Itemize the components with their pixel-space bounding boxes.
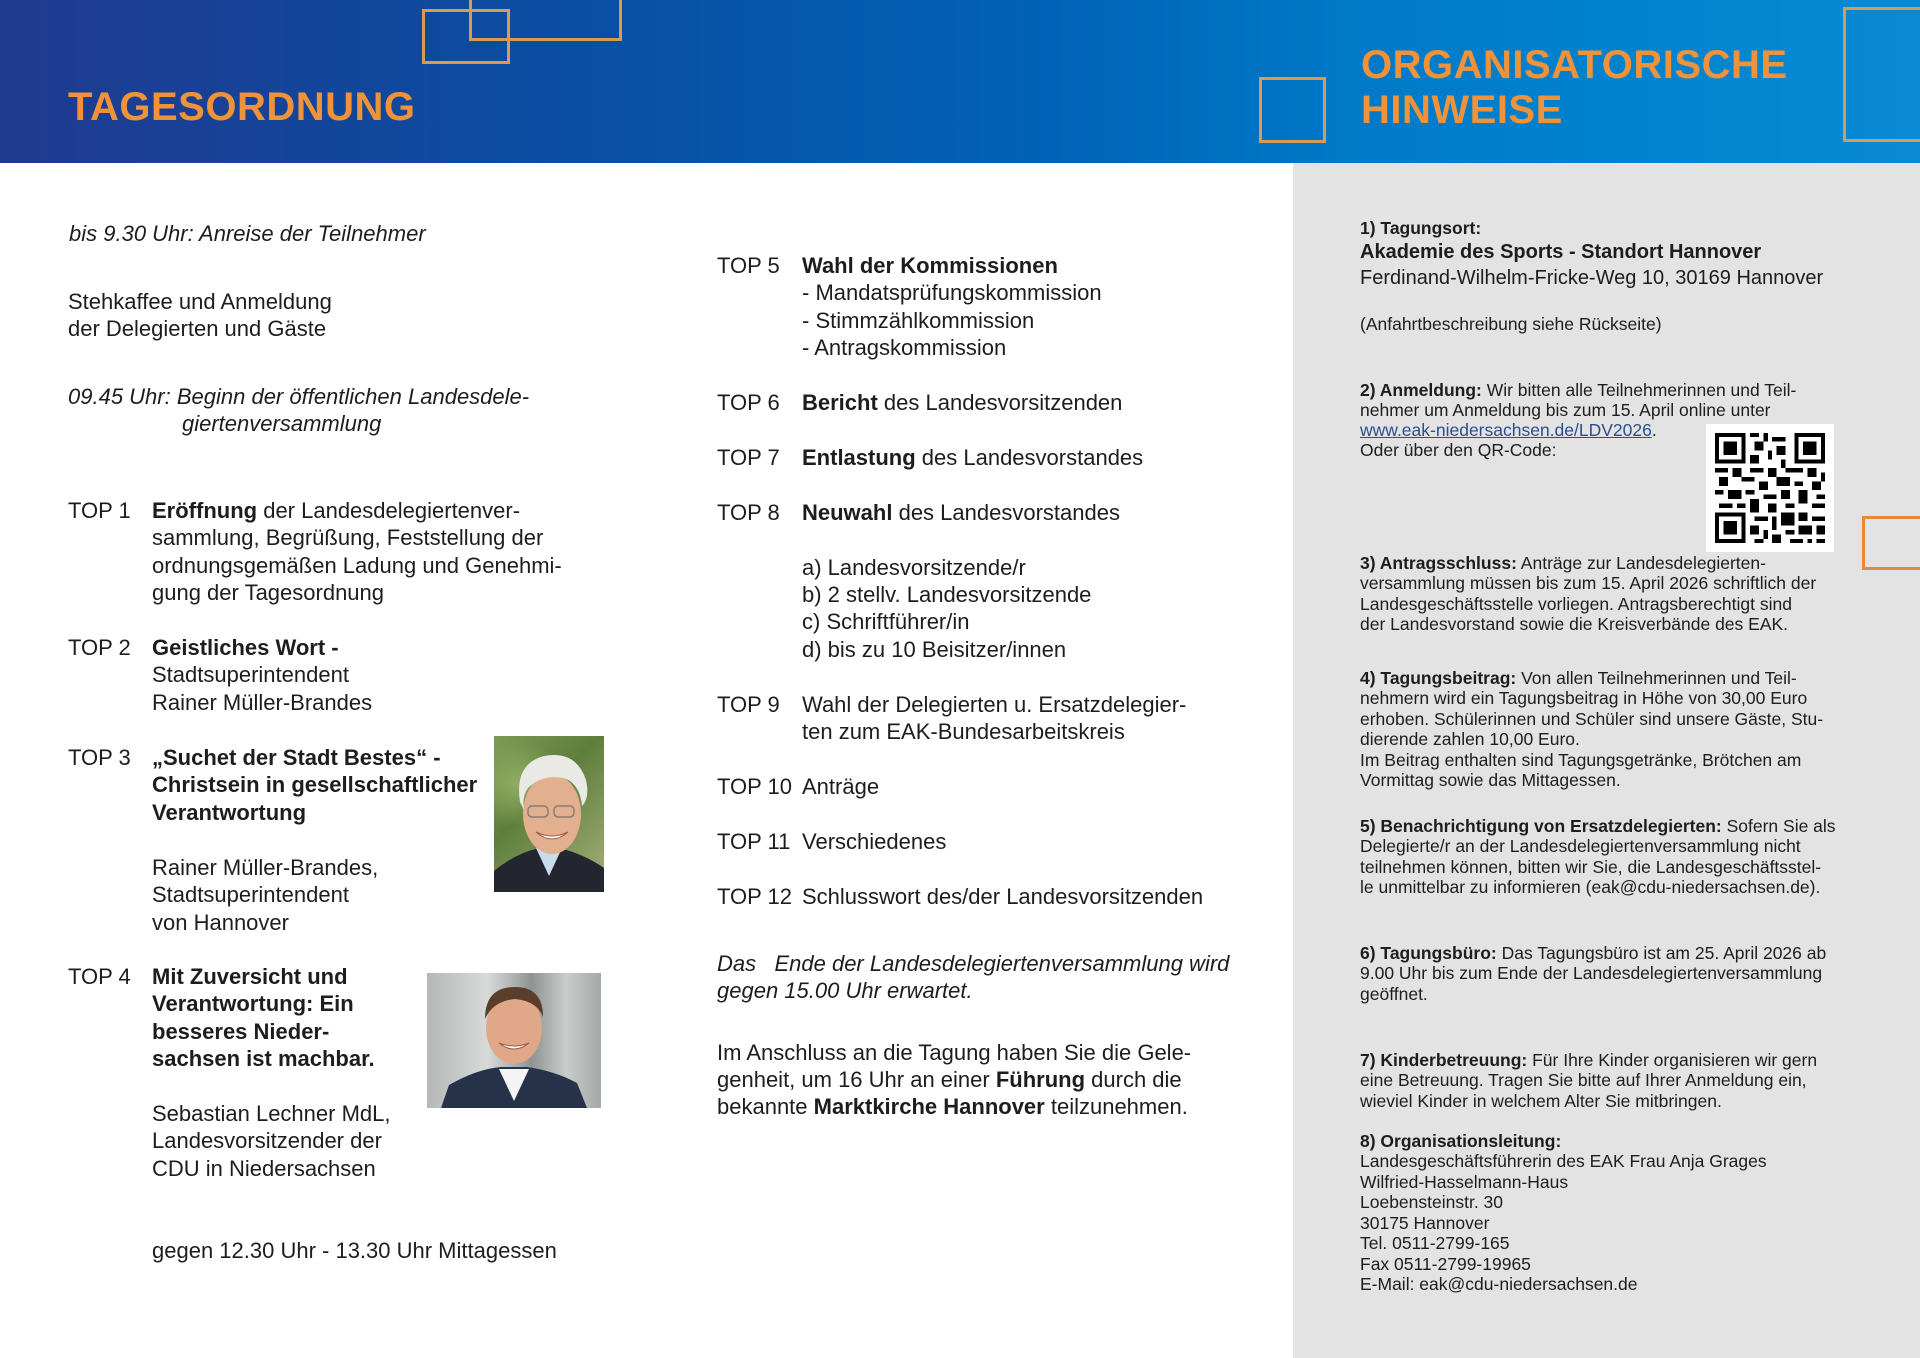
agenda-item-top11: Verschiedenes — [802, 829, 947, 854]
agenda-item-top3-speaker-line1: Rainer Müller-Brandes, — [152, 855, 379, 880]
agenda-item-top8 — [802, 499, 1120, 527]
info-text: . — [1651, 420, 1657, 440]
end-time-line2: gegen 15.00 Uhr erwartet. — [717, 978, 973, 1003]
guided-tour-text: teilzunehmen. — [1044, 1094, 1188, 1119]
page-title-agenda: TAGESORDNUNG — [68, 85, 416, 129]
agenda-item-top5-subitem: - Antragskommission — [802, 335, 1007, 360]
info-substitute-heading: 5) Benachrichtigung von Ersatzdelegierten: — [1360, 816, 1722, 836]
decorative-frame — [1259, 77, 1326, 143]
info-childcare-line1 — [1360, 1050, 1817, 1071]
info-deadline-heading: 3) Antragsschluss: — [1360, 553, 1517, 573]
info-childcare-line2: eine Betreuung. Tragen Sie bitte auf Ihrer Anmeldung ein, — [1360, 1070, 1807, 1090]
info-office-heading: 6) Tagungsbüro: — [1360, 943, 1497, 963]
info-substitute-line4: le unmittelbar zu informieren (eak@cdu-niedersachsen.de). — [1360, 877, 1821, 897]
info-text: Das Tagungsbüro ist am 25. April 2026 ab — [1496, 943, 1827, 963]
start-time-line1: 09.45 Uhr: Beginn der öffentlichen Landesdele- — [68, 384, 530, 409]
info-childcare-heading: 7) Kinderbetreuung: — [1360, 1050, 1528, 1070]
agenda-item-top3-title-line2: Christsein in gesellschaftlicher — [152, 772, 478, 797]
info-fee-line2: nehmern wird ein Tagungsbeitrag in Höhe von 30,00 Euro — [1360, 688, 1808, 708]
page-title-organisation-line2: HINWEISE — [1361, 88, 1563, 132]
agenda-item-title: Entlastung — [802, 445, 916, 470]
header-band — [0, 0, 1920, 163]
info-organisation-line: Landesgeschäftsführerin des EAK Frau Anja Grages — [1360, 1151, 1767, 1171]
agenda-item-top4-title-line1: Mit Zuversicht und — [152, 964, 348, 989]
info-substitute-line3: teilnehmen können, bitten wir Sie, die Landesgeschäftsstel- — [1360, 857, 1822, 877]
guided-tour-text: bekannte — [717, 1094, 814, 1119]
coffee-registration-line2: der Delegierten und Gäste — [68, 316, 327, 341]
info-fee-line6: Vormittag sowie das Mittagessen. — [1360, 770, 1621, 790]
registration-qr-code[interactable] — [1706, 424, 1834, 552]
agenda-item-text: des Landesvorstandes — [915, 445, 1144, 470]
agenda-item-title: Neuwahl — [802, 500, 893, 525]
agenda-item-top5-subitem: - Mandatsprüfungskommission — [802, 280, 1102, 305]
agenda-item-top5-title: Wahl der Kommissionen — [802, 253, 1058, 278]
speaker-photo-lechner — [427, 973, 601, 1108]
info-fee-line4: dierende zahlen 10,00 Euro. — [1360, 729, 1580, 749]
agenda-item-top4-speaker-line3: CDU in Niedersachsen — [152, 1156, 376, 1181]
info-deadline-line3: Landesgeschäftsstelle vorliegen. Antragsberechtigt sind — [1360, 594, 1792, 614]
agenda-item-title: Bericht — [802, 390, 878, 415]
info-registration-line2: nehmer um Anmeldung bis zum 15. April online unter — [1360, 400, 1771, 420]
info-organisation-fax: Fax 0511-2799-19965 — [1360, 1254, 1531, 1274]
info-substitute-line2: Delegierte/r an der Landesdelegiertenversammlung nicht — [1360, 836, 1801, 856]
info-fee-line3: erhoben. Schülerinnen und Schüler sind unsere Gäste, Stu- — [1360, 709, 1824, 729]
agenda-item-top10: Anträge — [802, 774, 880, 799]
agenda-item-top1-line3: ordnungsgemäßen Ladung und Genehmi- — [152, 553, 562, 578]
decorative-frame — [1843, 7, 1920, 142]
info-fee-heading: 4) Tagungsbeitrag: — [1360, 668, 1517, 688]
agenda-item-top3-speaker-line2: Stadtsuperintendent — [152, 882, 349, 907]
agenda-item-top1-line4: gung der Tagesordnung — [152, 580, 385, 605]
end-time-line1: Das Ende der Landesdelegiertenversammlung wird — [717, 951, 1230, 976]
agenda-item-top2-line2: Stadtsuperintendent — [152, 662, 349, 687]
info-venue-note: (Anfahrtbeschreibung siehe Rückseite) — [1360, 314, 1662, 334]
agenda-item-number: TOP 9 — [717, 692, 780, 717]
info-registration-heading: 2) Anmeldung: — [1360, 380, 1482, 400]
registration-link[interactable]: www.eak-niedersachsen.de/LDV2026 — [1360, 420, 1652, 440]
info-organisation-heading: 8) Organisationsleitung: — [1360, 1131, 1562, 1151]
info-text: Für Ihre Kinder organisieren wir gern — [1527, 1050, 1818, 1070]
page-title-organisation-line1: ORGANISATORISCHE — [1361, 43, 1788, 87]
agenda-item-top1-line1 — [152, 497, 520, 525]
lunch-break: gegen 12.30 Uhr - 13.30 Uhr Mittagessen — [152, 1238, 557, 1263]
info-fee-line1 — [1360, 668, 1797, 689]
agenda-item-top9-line1: Wahl der Delegierten u. Ersatzdelegier- — [802, 692, 1187, 717]
info-childcare-line3: wieviel Kinder in welchem Alter Sie mitbringen. — [1360, 1091, 1722, 1111]
agenda-item-top9-line2: ten zum EAK-Bundesarbeitskreis — [802, 719, 1125, 744]
info-office-line3: geöffnet. — [1360, 984, 1428, 1004]
guided-tour-highlight: Führung — [995, 1067, 1086, 1092]
agenda-item-text: des Landesvorstandes — [892, 500, 1120, 525]
agenda-item-top6 — [802, 389, 1122, 417]
agenda-item-top4-title-line2: Verantwortung: Ein — [152, 991, 354, 1016]
agenda-item-top3-title-line1: „Suchet der Stadt Bestes“ - — [152, 745, 441, 770]
agenda-item-top1-line2: sammlung, Begrüßung, Feststellung der — [152, 525, 544, 550]
agenda-item-top7 — [802, 444, 1143, 472]
agenda-item-number: TOP 7 — [717, 445, 780, 470]
info-office-line1 — [1360, 943, 1826, 964]
guided-tour-line3 — [717, 1093, 1188, 1121]
info-text: Anträge zur Landesdelegierten- — [1516, 553, 1766, 573]
guided-tour-text: genheit, um 16 Uhr an einer — [717, 1067, 996, 1092]
info-text: Sofern Sie als — [1721, 816, 1836, 836]
portrait-man-white-hair — [494, 736, 604, 892]
arrival-time: bis 9.30 Uhr: Anreise der Teilnehmer — [69, 221, 426, 246]
agenda-item-top8-subitem: a) Landesvorsitzende/r — [802, 555, 1026, 580]
agenda-item-number: TOP 4 — [68, 964, 131, 989]
info-text: Von allen Teilnehmerinnen und Teil- — [1516, 668, 1797, 688]
agenda-item-number: TOP 8 — [717, 500, 780, 525]
agenda-item-number: TOP 12 — [717, 884, 793, 909]
info-deadline-line2: versammlung müssen bis zum 15. April 2026 schriftlich der — [1360, 573, 1817, 593]
coffee-registration-line1: Stehkaffee und Anmeldung — [68, 289, 332, 314]
agenda-item-top4-title-line4: sachsen ist machbar. — [152, 1046, 375, 1071]
info-registration-line4: Oder über den QR-Code: — [1360, 440, 1557, 460]
agenda-item-top12: Schlusswort des/der Landesvorsitzenden — [802, 884, 1204, 909]
agenda-item-top3-speaker-line3: von Hannover — [152, 910, 289, 935]
agenda-item-top2-line3: Rainer Müller-Brandes — [152, 690, 373, 715]
guided-tour-highlight: Marktkirche Hannover — [813, 1094, 1045, 1119]
agenda-item-top4-speaker-line1: Sebastian Lechner MdL, — [152, 1101, 391, 1126]
agenda-item-number: TOP 1 — [68, 498, 131, 523]
info-office-line2: 9.00 Uhr bis zum Ende der Landesdelegiertenversammlung — [1360, 963, 1823, 983]
info-organisation-line: 30175 Hannover — [1360, 1213, 1490, 1233]
info-registration-line1 — [1360, 380, 1796, 401]
portrait-man-suit — [427, 973, 601, 1108]
decorative-frame — [1862, 516, 1920, 570]
agenda-item-top4-speaker-line2: Landesvorsitzender der — [152, 1128, 382, 1153]
agenda-item-top5-subitem: - Stimmzählkommission — [802, 308, 1035, 333]
qr-code-icon — [1706, 424, 1834, 552]
agenda-item-number: TOP 5 — [717, 253, 780, 278]
agenda-item-number: TOP 6 — [717, 390, 780, 415]
info-text: Wir bitten alle Teilnehmerinnen und Teil- — [1481, 380, 1797, 400]
speaker-photo-mueller-brandes — [494, 736, 604, 892]
info-registration-line3 — [1360, 420, 1657, 441]
info-venue-name: Akademie des Sports - Standort Hannover — [1360, 241, 1762, 263]
agenda-item-text: des Landesvorsitzenden — [877, 390, 1123, 415]
guided-tour-line2 — [717, 1066, 1182, 1094]
info-venue-heading: 1) Tagungsort: — [1360, 218, 1482, 238]
info-substitute-line1 — [1360, 816, 1836, 837]
info-deadline-line4: der Landesvorstand sowie die Kreisverbände des EAK. — [1360, 614, 1789, 634]
guided-tour-text: durch die — [1085, 1067, 1182, 1092]
info-organisation-line: Wilfried-Hasselmann-Haus — [1360, 1172, 1569, 1192]
agenda-item-number: TOP 11 — [717, 829, 791, 854]
agenda-item-top3-title-line3: Verantwortung — [152, 800, 307, 825]
info-organisation-email[interactable]: E-Mail: eak@cdu-niedersachsen.de — [1360, 1274, 1638, 1294]
agenda-item-number: TOP 10 — [717, 774, 793, 799]
guided-tour-line1: Im Anschluss an die Tagung haben Sie die Gele- — [717, 1040, 1192, 1065]
agenda-item-title: Eröffnung — [152, 498, 258, 523]
info-deadline-line1 — [1360, 553, 1766, 574]
agenda-item-top8-subitem: d) bis zu 10 Beisitzer/innen — [802, 637, 1067, 662]
agenda-item-top2-title: Geistliches Wort - — [152, 635, 339, 660]
info-fee-line5: Im Beitrag enthalten sind Tagungsgetränke, Brötchen am — [1360, 750, 1802, 770]
decorative-frame — [469, 0, 622, 41]
info-organisation-phone: Tel. 0511-2799-165 — [1360, 1233, 1510, 1253]
info-organisation-line: Loebensteinstr. 30 — [1360, 1192, 1504, 1212]
agenda-item-top4-title-line3: besseres Nieder- — [152, 1019, 330, 1044]
info-venue-address: Ferdinand-Wilhelm-Fricke-Weg 10, 30169 Hannover — [1360, 267, 1824, 289]
agenda-item-text: der Landesdelegiertenver- — [257, 498, 521, 523]
agenda-item-number: TOP 3 — [68, 745, 131, 770]
start-time-line2: giertenversammlung — [182, 411, 382, 436]
agenda-item-number: TOP 2 — [68, 635, 131, 660]
agenda-item-top8-subitem: c) Schriftführer/in — [802, 609, 970, 634]
agenda-item-top8-subitem: b) 2 stellv. Landesvorsitzende — [802, 582, 1092, 607]
